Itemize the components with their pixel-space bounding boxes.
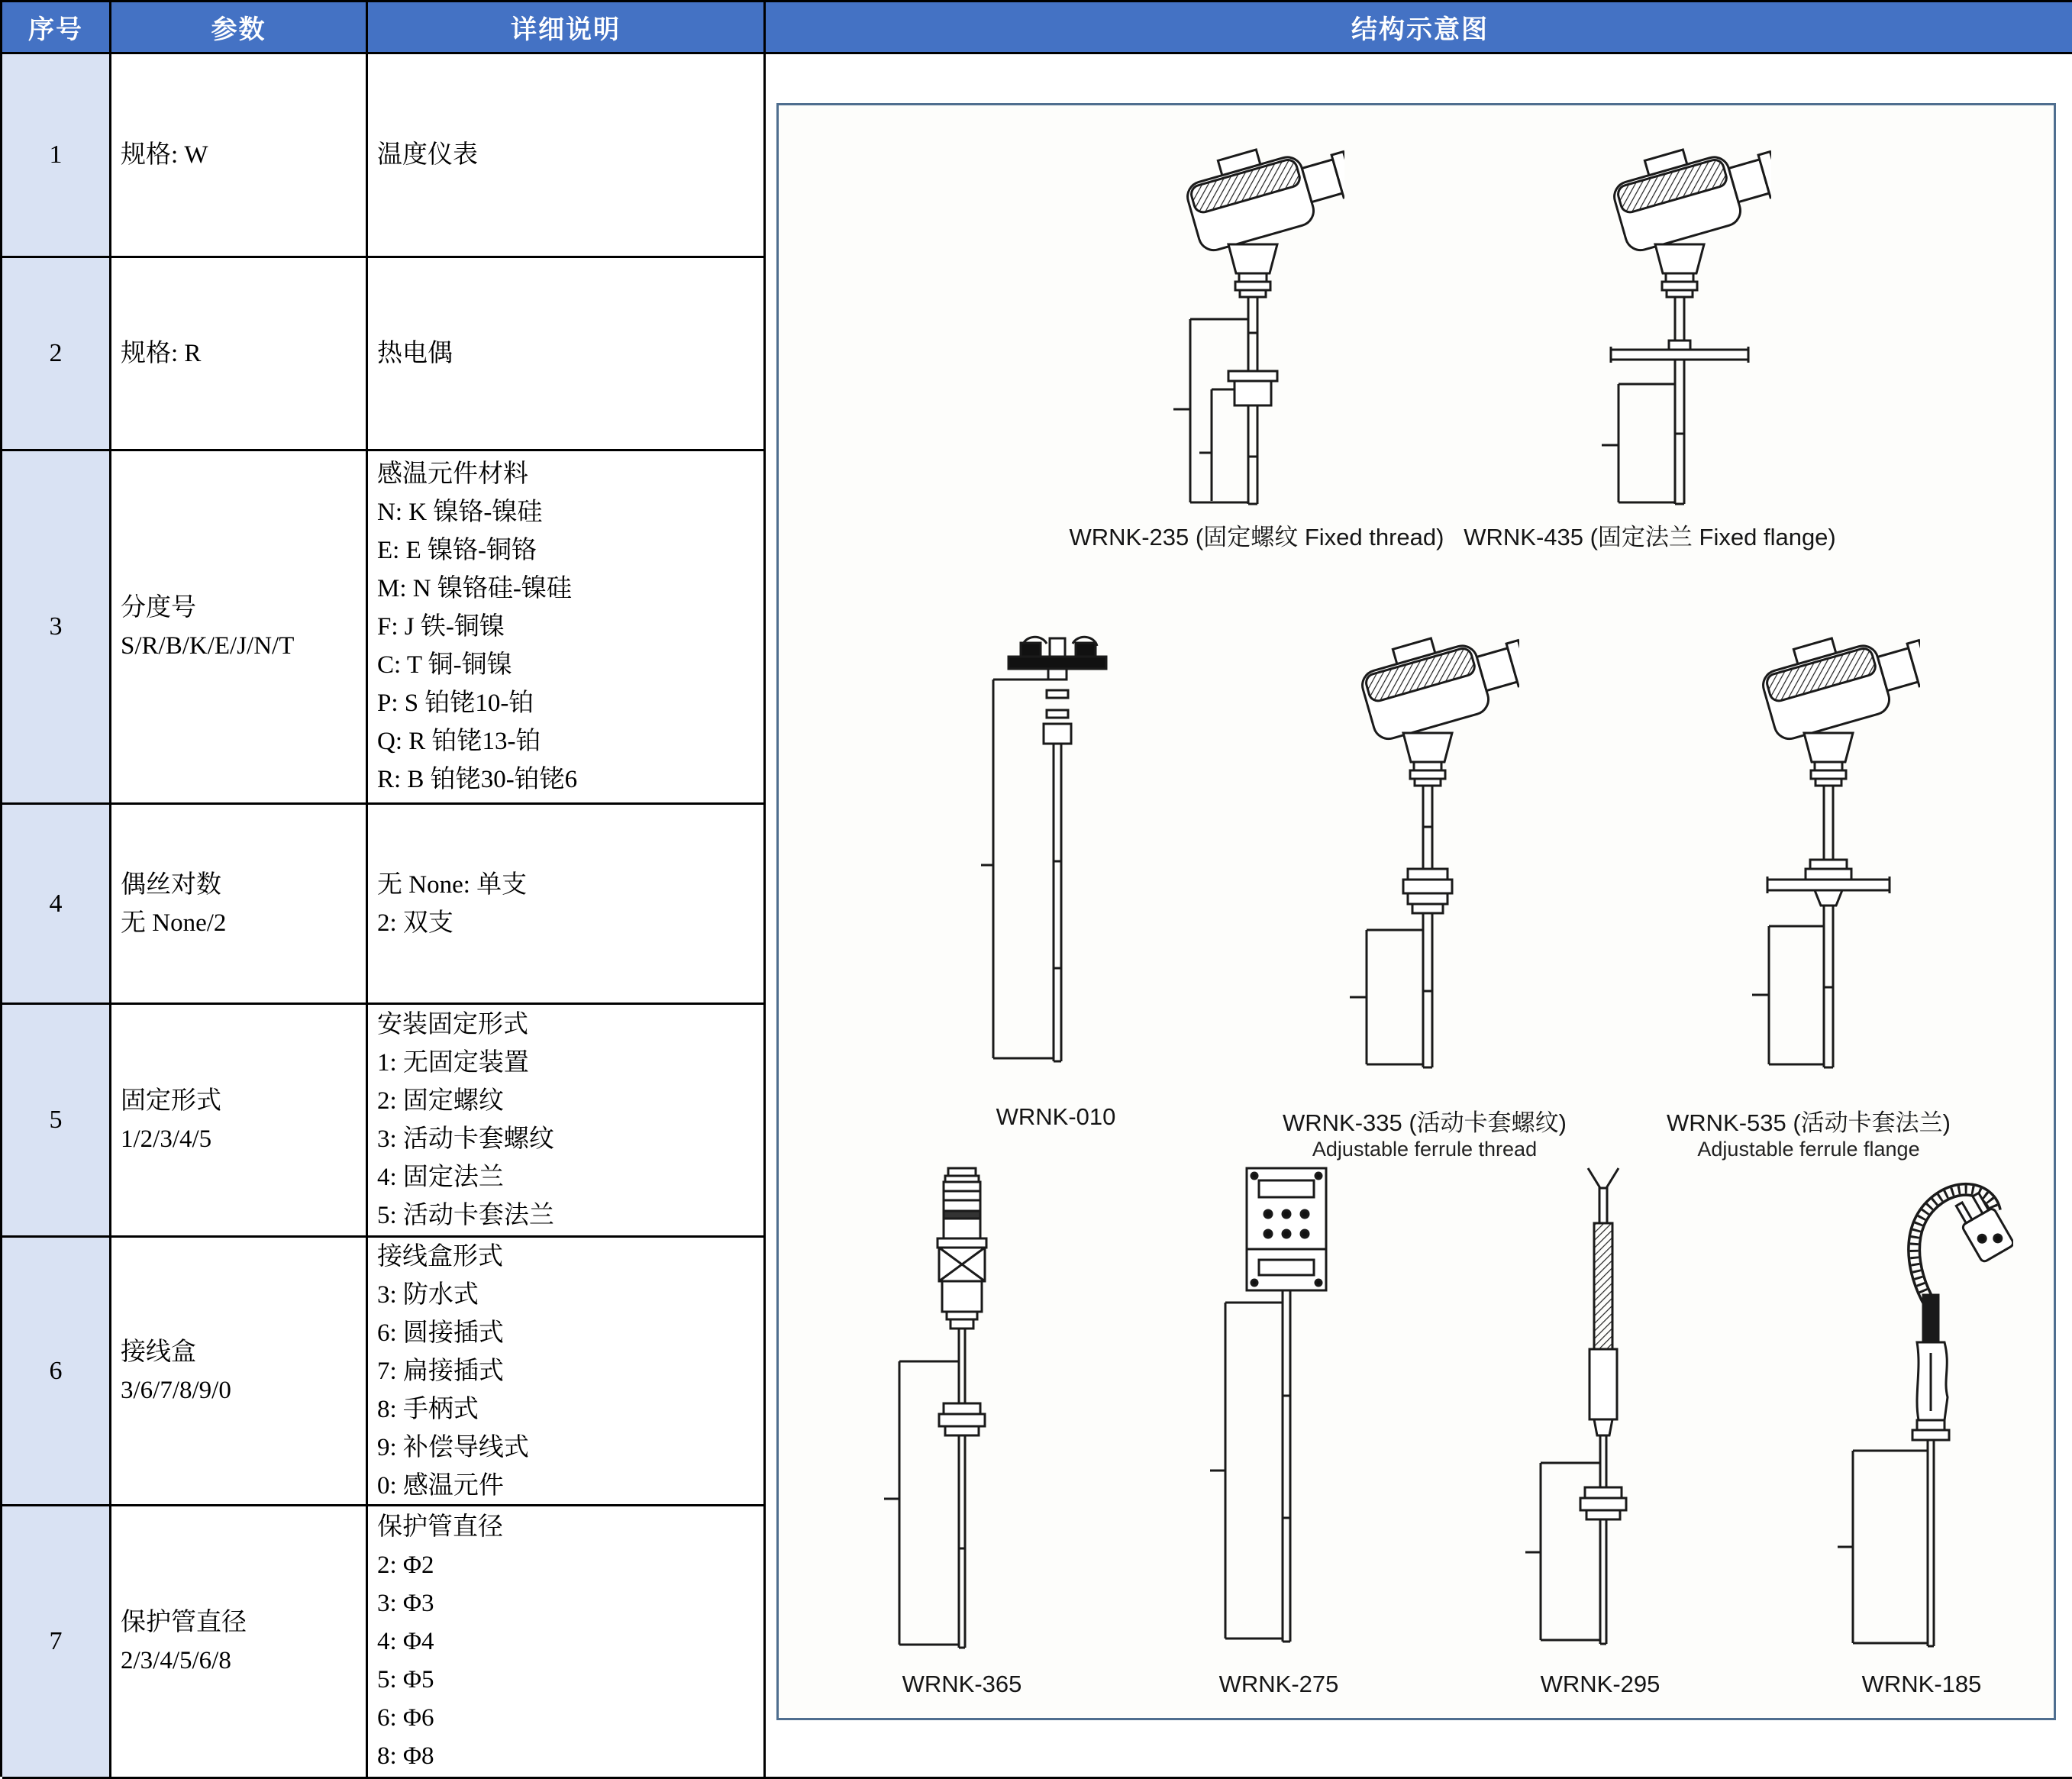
text-line: 3: 活动卡套螺纹 (377, 1125, 554, 1153)
drawing-wrnk-535 (1744, 617, 1920, 1075)
row-7-parameter (111, 1506, 368, 1779)
drawing-wrnk-435 (1596, 128, 1771, 512)
text-line: P: S 铂铑10-铂 (377, 689, 534, 717)
text-line: C: T 铜-铜镍 (377, 651, 512, 679)
text-line: 保护管直径 (121, 1609, 247, 1636)
text-line: Q: R 铂铑13-铂 (377, 728, 541, 755)
drawing-wrnk-335 (1344, 617, 1519, 1075)
text-line: 3/6/7/8/9/0 (121, 1376, 231, 1404)
text-line: 规格: R (121, 340, 202, 367)
row-1-index: 1 (2, 54, 111, 258)
text-line: 7: 扁接插式 (377, 1357, 504, 1385)
text-line: 热电偶 (377, 340, 453, 367)
text-line: 6: 圆接插式 (377, 1319, 504, 1347)
label-wrnk-435: WRNK-435 (固定法兰 Fixed flange) (1464, 524, 1836, 550)
header-description: 详细说明 (368, 2, 766, 54)
text-line: 4: Φ4 (377, 1628, 434, 1655)
text-line: N: K 镍铬-镍硅 (377, 499, 543, 526)
text-line: R: B 铂铑30-铂铑6 (377, 766, 578, 793)
text-line: E: E 镍铬-铜铬 (377, 537, 537, 564)
text-line: 接线盒 (121, 1338, 196, 1366)
text-line: 分度号 (121, 594, 196, 622)
text-line: 3: 防水式 (377, 1280, 479, 1309)
text-line: 1/2/3/4/5 (121, 1125, 212, 1153)
drawing-wrnk-365 (878, 1167, 1046, 1659)
text-line: 1: 无固定装置 (377, 1049, 529, 1077)
row-7-index: 7 (2, 1506, 111, 1779)
drawing-wrnk-010 (981, 632, 1134, 1075)
row-5-description (368, 1005, 766, 1238)
label-wrnk-185: WRNK-185 (1861, 1671, 1982, 1697)
label-wrnk-335: WRNK-335 (活动卡套螺纹) (1282, 1109, 1567, 1136)
drawing-wrnk-275 (1202, 1167, 1355, 1659)
drawing-wrnk-185 (1830, 1167, 2013, 1659)
text-line: 8: 手柄式 (377, 1395, 479, 1423)
text-line: 2: 固定螺纹 (377, 1087, 504, 1115)
text-line: 接线盒形式 (377, 1242, 503, 1270)
row-3-parameter (111, 451, 368, 805)
label-wrnk-235: WRNK-235 (固定螺纹 Fixed thread) (1069, 524, 1444, 550)
text-line: 9: 补偿导线式 (377, 1433, 529, 1461)
drawing-wrnk-295 (1524, 1167, 1677, 1659)
text-line: F: J 铁-铜镍 (377, 613, 505, 641)
header-parameter: 参数 (111, 2, 368, 54)
row-6-index: 6 (2, 1238, 111, 1506)
row-1-parameter (111, 54, 368, 258)
label-wrnk-275: WRNK-275 (1218, 1671, 1339, 1697)
text-line: 5: Φ5 (377, 1666, 434, 1693)
text-line: S/R/B/K/E/J/N/T (121, 632, 295, 660)
text-line: 感温元件材料 (377, 460, 528, 488)
text-line: 规格: W (121, 141, 208, 169)
row-5-index: 5 (2, 1005, 111, 1238)
label-wrnk-010: WRNK-010 (996, 1103, 1116, 1130)
row-6-parameter (111, 1238, 368, 1506)
row-4-parameter (111, 805, 368, 1005)
text-line: 无 None/2 (121, 909, 227, 937)
row-2-description (368, 258, 766, 451)
text-line: 0: 感温元件 (377, 1471, 504, 1500)
text-line: 6: Φ6 (377, 1704, 434, 1732)
drawing-wrnk-235 (1169, 128, 1344, 512)
diagram-panel (776, 103, 2056, 1720)
text-line: 3: Φ3 (377, 1590, 434, 1617)
diagram-column (766, 54, 2072, 1779)
row-5-parameter (111, 1005, 368, 1238)
text-line: 固定形式 (121, 1087, 221, 1115)
text-line: 5: 活动卡套法兰 (377, 1202, 554, 1229)
text-line: M: N 镍铬硅-镍硅 (377, 575, 572, 602)
label-wrnk-295: WRNK-295 (1540, 1671, 1661, 1697)
row-1-description (368, 54, 766, 258)
text-line: 安装固定形式 (377, 1011, 528, 1038)
sublabel-wrnk-335: Adjustable ferrule thread (1312, 1138, 1538, 1161)
row-6-description (368, 1238, 766, 1506)
row-4-description (368, 805, 766, 1005)
row-3-description (368, 451, 766, 805)
text-line: 4: 固定法兰 (377, 1164, 504, 1191)
row-2-index: 2 (2, 258, 111, 451)
text-line: 2: Φ2 (377, 1551, 434, 1579)
row-7-description (368, 1506, 766, 1779)
text-line: 保护管直径 (377, 1513, 503, 1541)
text-line: 8: Φ8 (377, 1742, 434, 1770)
sublabel-wrnk-535: Adjustable ferrule flange (1697, 1138, 1920, 1161)
label-wrnk-365: WRNK-365 (902, 1671, 1022, 1697)
text-line: 温度仪表 (377, 141, 478, 169)
row-4-index: 4 (2, 805, 111, 1005)
row-3-index: 3 (2, 451, 111, 805)
header-diagram: 结构示意图 (766, 2, 2072, 54)
text-line: 2/3/4/5/6/8 (121, 1647, 231, 1674)
text-line: 无 None: 单支 (377, 870, 528, 899)
text-line: 2: 双支 (377, 909, 453, 937)
row-2-parameter (111, 258, 368, 451)
text-line: 偶丝对数 (121, 870, 221, 899)
header-index: 序号 (2, 2, 111, 54)
label-wrnk-535: WRNK-535 (活动卡套法兰) (1666, 1109, 1951, 1136)
